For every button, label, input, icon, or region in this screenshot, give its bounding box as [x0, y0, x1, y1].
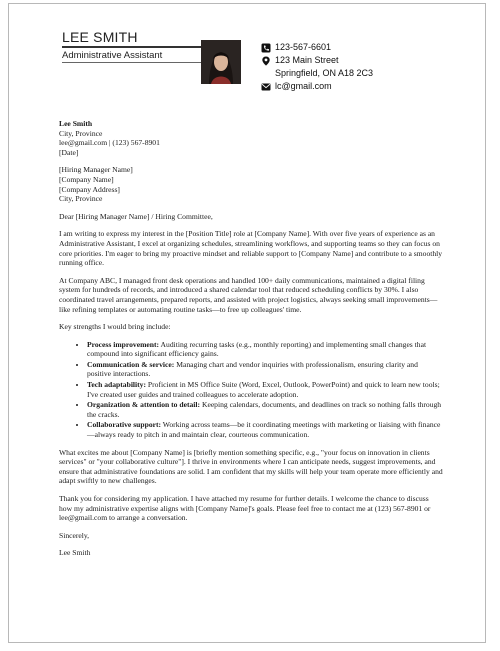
header-role: Administrative Assistant [62, 50, 232, 63]
contact-block [261, 42, 373, 94]
contact-email-row [261, 81, 373, 94]
contact-email: lc@gmail.com [275, 81, 332, 91]
strength-title: Collaborative support: [87, 420, 162, 430]
contact-address-row-2 [261, 68, 373, 81]
strength-item [87, 380, 443, 399]
salutation: Dear [Hiring Manager Name] / Hiring Committee, [59, 211, 213, 221]
recipient-line-3: [Company Address] [59, 184, 120, 194]
paragraph-closing: Thank you for considering my application. I have attached my resume for further details. I welcome the chance to discuss how my administrative expertise aligns with [Company Name]'s goals. Please feel free to contact me at (123) 567-8901 or lee@gmail.com to arrange a conversation. [59, 494, 431, 523]
profile-photo-image [201, 40, 241, 84]
contact-address-line2: Springfield, ON A18 2C3 [275, 68, 374, 78]
recipient-line-4: City, Province [59, 194, 103, 204]
strength-item [87, 400, 443, 419]
contact-phone: 123-567-6601 [275, 42, 332, 52]
strength-item [87, 420, 443, 439]
recipient-line-1: [Hiring Manager Name] [59, 165, 133, 175]
location-pin-icon [261, 56, 271, 66]
recipient-line-2: [Company Name] [59, 174, 114, 184]
signature: Lee Smith [59, 548, 91, 558]
phone-icon [261, 43, 271, 53]
letter-page [8, 3, 486, 643]
strength-text: Proficient in MS Office Suite (Word, Excel, Outlook, PowerPoint) and quick to learn new tools; I've created user guides and trained colleagues to accelerate adoption. [87, 380, 440, 399]
contact-address-line1: 123 Main Street [275, 55, 339, 65]
profile-photo [201, 40, 241, 84]
strength-item [87, 360, 443, 379]
strengths-intro: Key strengths I would bring include: [59, 322, 171, 332]
paragraph-company-fit: What excites me about [Company Name] is [briefly mention something specific, e.g., "your focus on innovation in clients services" or "your collaborative culture"]. I thrive in environments where I can anticipate needs, suggest improvements, and ensure that administrative foundations are solid. I am confident that my skills will help your team operate more efficiently and adapt swiftly to new challenges. [59, 447, 443, 486]
recipient-block [59, 165, 443, 203]
strength-title: Organization & attention to detail: [87, 400, 201, 410]
sender-contact: lee@gmail.com | (123) 567-8901 [59, 138, 160, 148]
closing: Sincerely, [59, 530, 90, 540]
paragraph-intro: I am writing to express my interest in the [Position Title] role at [Company Name]. With over five years of experience as an Administrative Assistant, I excel at organizing schedules, streamlining workflows, and supporting teams so they can focus on core priorities. I'm eager to bring my proactive mindset and reliable support to [Company Name] and contribute to a smoothly running office. [59, 229, 443, 268]
letter-date: [Date] [59, 147, 79, 157]
strength-title: Process improvement: [87, 339, 160, 349]
sender-name: Lee Smith [59, 119, 93, 128]
email-icon [261, 82, 271, 92]
strength-title: Communication & service: [87, 359, 175, 369]
strength-title: Tech adaptability: [87, 380, 147, 390]
strengths-list [59, 340, 443, 440]
contact-phone-row [261, 42, 373, 55]
header-name: LEE SMITH [62, 29, 232, 48]
sender-location: City, Province [59, 128, 103, 138]
strength-text: Working across teams—be it coordinating meetings with marketing or liaising with finance—always ready to pitch in and maintain clear, courteous communication. [87, 420, 441, 440]
paragraph-experience: At Company ABC, I managed front desk operations and handled 100+ daily communications, maintained a digital filing system for hundreds of records, and introduced a shared calendar tool that reduced scheduling conflicts by 30%. I also coordinated travel arrangements, prepared reports, and assisted with project logistics, always seeking small improvements—like refining templates or automating routine tasks—to free up colleagues' time. [59, 275, 438, 314]
strength-item [87, 340, 443, 359]
contact-address-row [261, 55, 373, 68]
strength-text: Auditing recurring tasks (e.g., monthly reporting) and implementing small changes that compound into significant efficiency gains. [87, 339, 427, 359]
letter-body [59, 119, 443, 566]
strength-text: Managing chart and vendor inquiries with professionalism, ensuring clarity and positive interactions. [87, 359, 418, 379]
sender-block [59, 119, 443, 157]
strength-text: Keeping calendars, documents, and deadlines on track so nothing falls through the cracks. [87, 400, 442, 419]
